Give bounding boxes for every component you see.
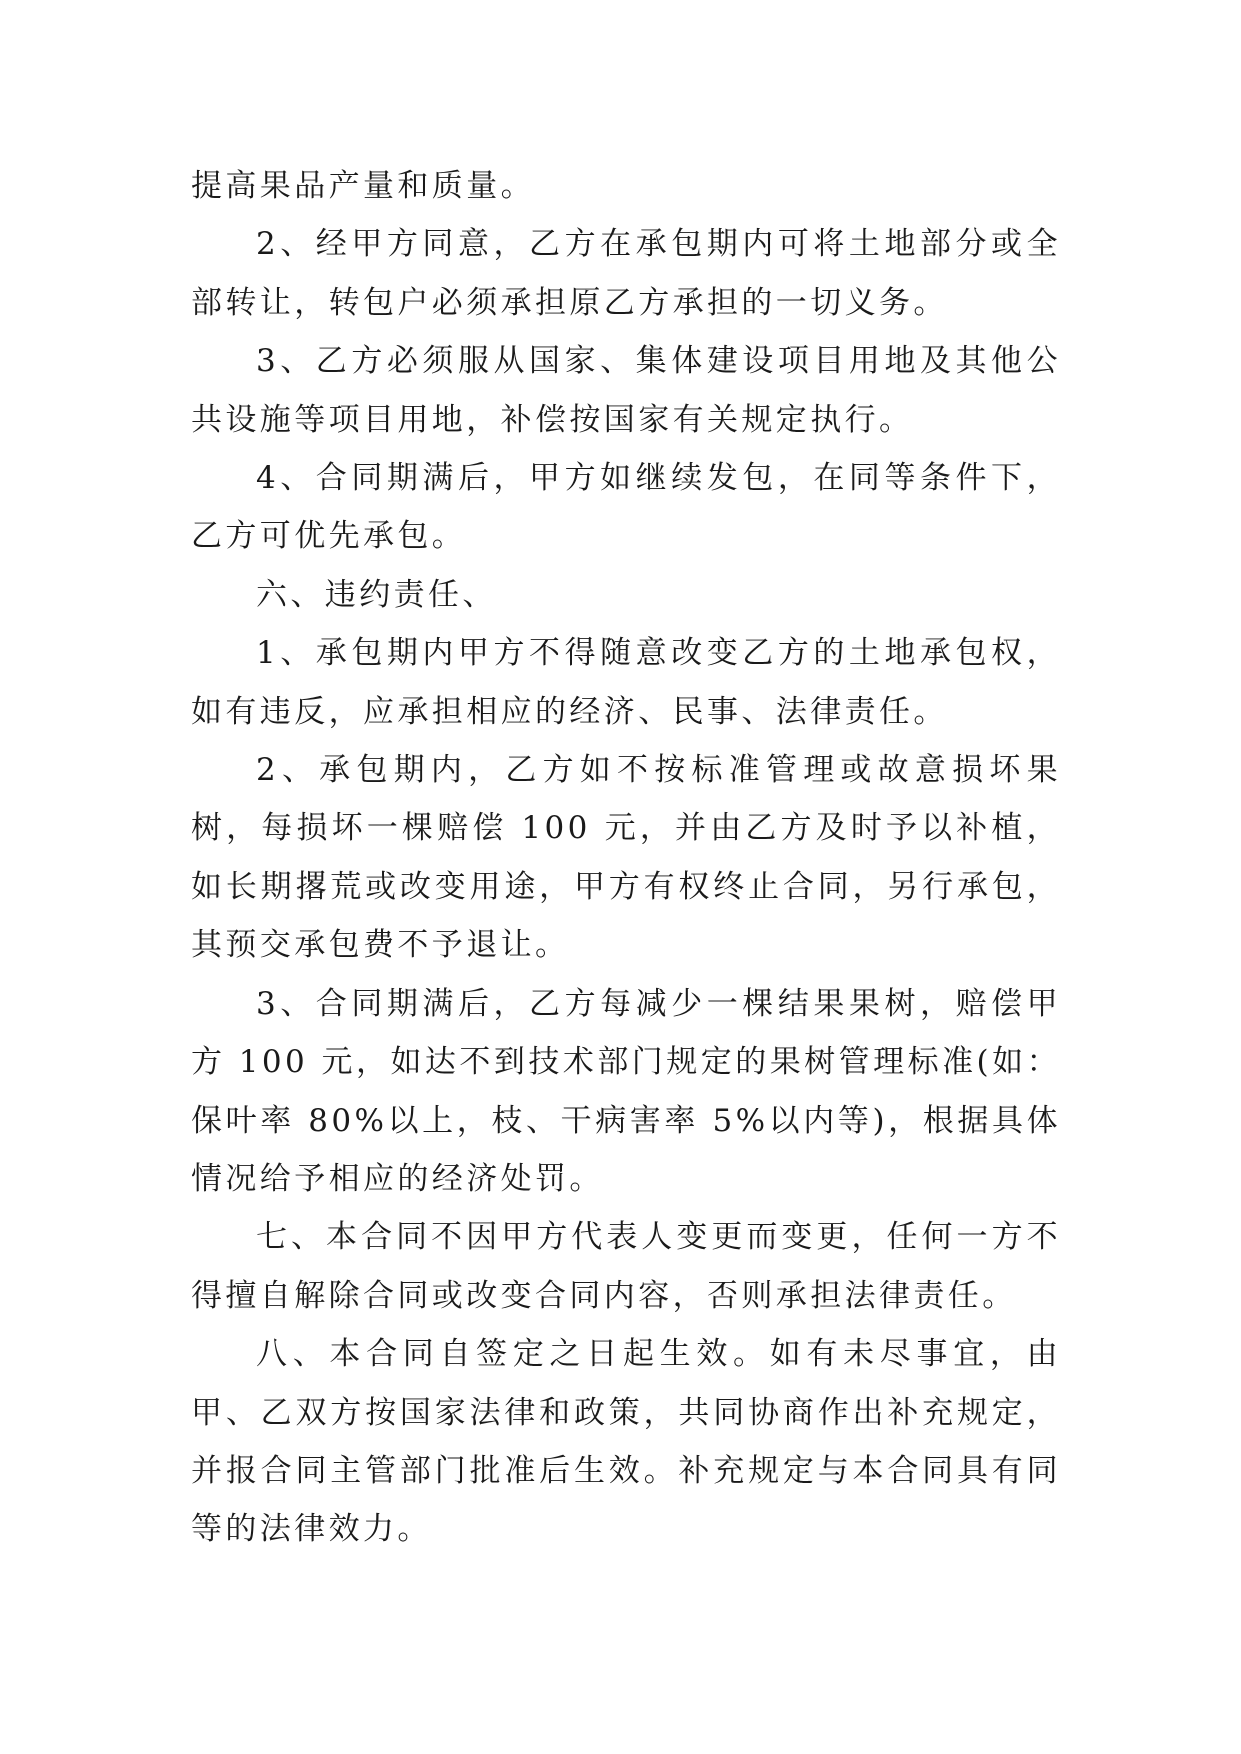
paragraph-clause-5-4-priority: 4、合同期满后，甲方如继续发包，在同等条件下，乙方可优先承包。 [191, 460, 1061, 555]
paragraph-clause-6-1: 1、承包期内甲方不得随意改变乙方的土地承包权，如有违反，应承担相应的经济、民事、法律责任。 [191, 635, 1061, 730]
paragraph-clause-5-2-transfer: 2、经甲方同意，乙方在承包期内可将土地部分或全部转让，转包户必须承担原乙方承担的一切义务。 [191, 226, 1061, 321]
paragraph-fruit-yield-continuation: 提高果品产量和质量。 [191, 168, 535, 204]
document-body [191, 157, 1061, 1559]
paragraph-clause-6-3: 3、合同期满后，乙方每减少一棵结果果树，赔偿甲方 100 元，如达不到技术部门规定的果树管理标准(如：保叶率 80%以上，枝、干病害率 5%以内等)，根据具体情况给予相应的经济处罚。 [191, 985, 1061, 1197]
paragraph-clause-7: 七、本合同不因甲方代表人变更而变更，任何一方不得擅自解除合同或改变合同内容，否则承担法律责任。 [191, 1219, 1061, 1314]
section-heading-breach-liability: 六、违约责任、 [256, 576, 497, 613]
paragraph-clause-6-2: 2、承包期内，乙方如不按标准管理或故意损坏果树，每损坏一棵赔偿 100 元，并由乙方及时予以补植，如长期撂荒或改变用途，甲方有权终止合同，另行承包，其预交承包费不予退让。 [191, 752, 1061, 964]
paragraph-clause-5-3-land-use: 3、乙方必须服从国家、集体建设项目用地及其他公共设施等项目用地，补偿按国家有关规定执行。 [191, 343, 1061, 438]
paragraph-clause-8: 八、本合同自签定之日起生效。如有未尽事宜，由甲、乙双方按国家法律和政策，共同协商作出补充规定，并报合同主管部门批准后生效。补充规定与本合同具有同等的法律效力。 [191, 1336, 1061, 1548]
